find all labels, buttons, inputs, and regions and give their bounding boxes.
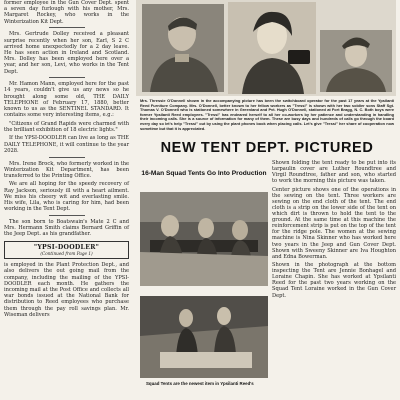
ypsi-doodler-box — [4, 241, 129, 260]
headline: NEW TENT DEPT. PICTURED — [160, 140, 374, 156]
divider — [49, 157, 85, 158]
top-photo-collage — [136, 0, 396, 96]
article-paragraph: Shown folding the tent ready to be put into its tarpaulin cover are Luther Roundtree and Virgil Roundtree, father and son, who started to work the morning this picture was taken. — [272, 160, 396, 185]
intro-paragraph: former employee in the Gun Cover Dept. spent a seven day furlough with his mother, Mrs. Margaret Rockey, who works in the Winterization Kit Dept. — [4, 0, 129, 25]
ypsi-doodler-title: "YPSI-DOODLER" — [33, 243, 100, 251]
bottom-photo-caption: Squad Tents are the newest item in Ypsilanti Reed's — [146, 381, 254, 386]
continued-paragraph: is employed in the Plant Protection Dept., and also delivers the out going mail from the company, including the mailing of the YPSI-DOODLER each month. He gathers the incoming mail at the Post Office and collects all war bonds issued at the National Bank for distribution to Reed employees who purchase them through the pay roll savings plan. Mr. Wiseman delivers — [4, 262, 129, 318]
article-paragraph: Shown in the photograph at the bottom inspecting the Tent are Jennie Bonhagel and Loraine Chapin. She has worked at Ypsilanti Reed for the past two years working on the Squad Tent Loraine worked in the Gun Cover Dept. — [272, 262, 396, 299]
top-photo-caption: Mrs. Thressie O'Donnell shown in the accompanying picture has been the switchboard operator for the past 17 years at the Ypsilanti Reed Furniture Company. Mrs. O'Donnell, better known to her fellow workers as "Tressi" is shown with her two soldier sons Staff Sgt. Thomas V. O'Donnell who is stationed somewhere in Greenland and Pvt. Hugh O'Donnell, stationed at Fort Bragg, N. C. Both boys were former Ypsilanti Reed employees. "Tressi" has endeared herself to all her co-workers by her patience and understanding in handling their incoming calls. She is a source of information for many of them. These are busy days and hundreds of calls go through the board every day so let's help "Tressi" out by using the plant phones book when placing calls. Let's give "Tressi" her share of cooperation now sometime but that it is appreciated. — [140, 98, 394, 131]
divider — [49, 77, 85, 78]
portrait-photo-icon — [228, 2, 316, 94]
left-column — [4, 0, 129, 320]
right-column — [272, 160, 396, 301]
divider — [49, 27, 85, 28]
article-paragraph: If the YPSI-DOODLER can live as long as THE DAILY TELEPHONE, it will continue to the year 2028. — [4, 135, 129, 154]
tent-inspection-photo-icon — [140, 296, 268, 378]
subheadline: 16-Man Squad Tents Go Into Production — [141, 170, 267, 177]
sewing-machine-photo-icon — [140, 192, 268, 286]
article-paragraph: Mr. Hamon Mann, employed here for the past 14 years, couldn't give us any news so he brought along some old, THE DAILY TELEPHONE of February 17, 1880, better known to us as the SENTINEL STANDARD. It contains some very interesting items, e.g.: — [4, 81, 129, 119]
portrait-photo-icon — [320, 30, 392, 92]
article-paragraph: Center picture shows one of the operations in the sewing on the tent. Three workers are sewing on the end cloth of the tent. The end cloth is a strip on the lower side of the tent on which dirt is thrown to hold the tent to the ground. At the same time at this machine the reinforcement strip is put on the top of the tent for the ridge pole. The women at the sewing machine is Nina Skinner who has worked here two years in the Jeep and Gun Cover Dept. Shown with Sweeny Skinner are Iva Houghton and Edna Bowerman. — [272, 186, 396, 260]
divider — [49, 215, 85, 216]
ypsi-doodler-subtitle: (Continued from Page 1) — [40, 251, 93, 257]
article-paragraph: "Citizens of Grand Rapids were charmed with the brilliant exhibition of 18 electric lights." — [4, 120, 129, 133]
article-paragraph: Mrs. Irene Brock, who formerly worked in the Winterization Kit Department, has been transferred to the Printing Office. — [4, 160, 129, 179]
article-paragraph: Mrs. Gertrude Dolley received a pleasant surprise recently when her son, Earl, S 2 C arrived home unexpectedly for a 2 day leave. He has seen action in Ireland and Scotland. Mrs. Dolley has been employed here over a year, and her son, Levi, who works in the Tent Dept. — [4, 31, 129, 75]
portrait-photo-icon — [142, 4, 224, 92]
article-paragraph: We are all hoping for the speedy recovery of Ray Jackson, seriously ill with a heart ailment. We miss his cheery wit and everlasting smile. His wife, Lila, who is caring for him, had been working in the Tent Dept. — [4, 181, 129, 213]
article-paragraph: The son born to Boatswain's Mate 2 C and Mrs. Hermann Smith claims Bernard Griffin of the Jeep Dept. as his grandfather. — [4, 218, 129, 238]
